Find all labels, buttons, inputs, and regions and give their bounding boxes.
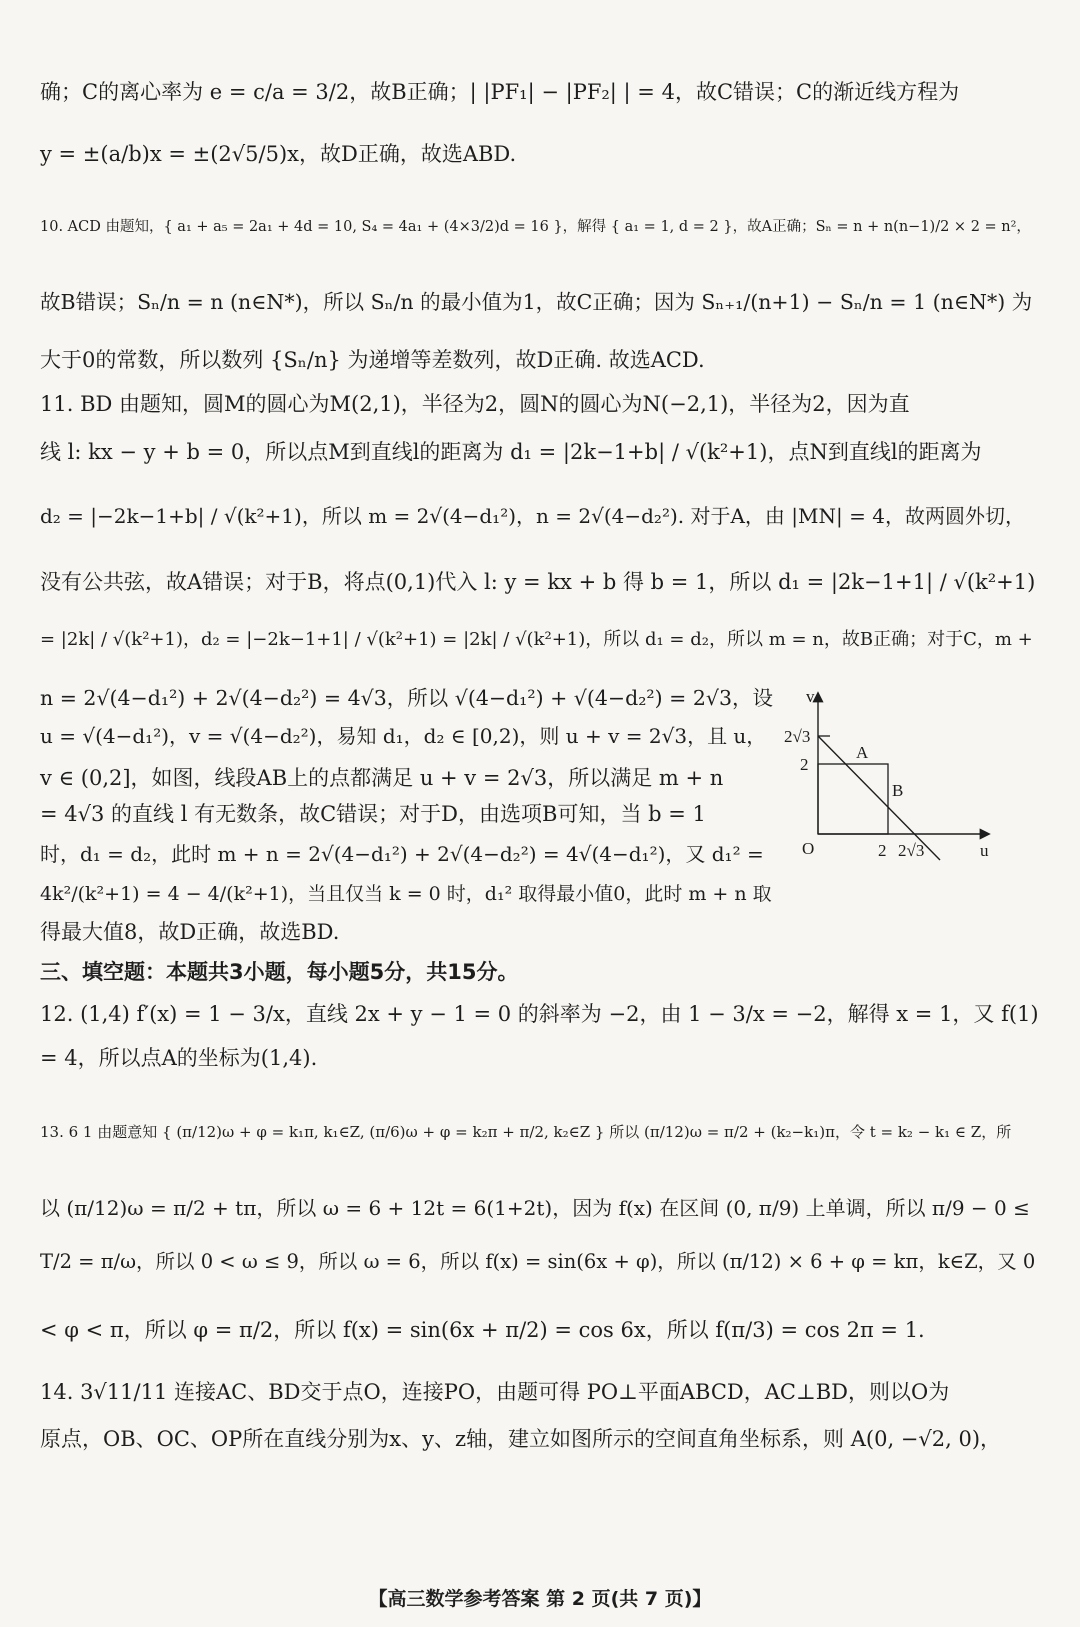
tick-label-u-2: 2 [878,841,887,860]
solution-line: 12. (1,4) f′(x) = 1 − 3/x，直线 2x + y − 1 = 0 的斜率为 −2，由 1 − 3/x = −2，解得 x = 1，又 f(1) [40,1002,1039,1026]
axis-label-u: u [980,841,989,860]
solution-line: 13. 6 1 由题意知 { (π/12)ω + φ = k₁π, k₁∈Z, (π/6)ω + φ = k₂π + π/2, k₂∈Z } 所以 (π/12)ω = π/2 + (k₂−k₁)π，令 t = k₂ − k₁ ∈ Z，所 [40,1123,1012,1141]
solution-line: < φ < π，所以 φ = π/2，所以 f(x) = sin(6x + π/2) = cos 6x，所以 f(π/3) = cos 2π = 1. [40,1318,925,1342]
uv-line-diagram [784,687,1010,890]
solution-line: v ∈ (0,2]，如图，线段AB上的点都满足 u + v = 2√3，所以满足 m + n [40,766,724,790]
solution-line: T/2 = π/ω，所以 0 < ω ≤ 9，所以 ω = 6，所以 f(x) = sin(6x + φ)，所以 (π/12) × 6 + φ = kπ，k∈Z，又 0 [40,1250,1036,1273]
solution-line: = |2k| / √(k²+1)，d₂ = |−2k−1+1| / √(k²+1) = |2k| / √(k²+1)，所以 d₁ = d₂，所以 m = n，故B正确；对于C，m + [40,629,1033,650]
solution-line: 以 (π/12)ω = π/2 + tπ，所以 ω = 6 + 12t = 6(1+2t)，因为 f(x) 在区间 (0, π/9) 上单调，所以 π/9 − 0 ≤ [40,1196,1030,1220]
solution-line: 11. BD 由题知，圆M的圆心为M(2,1)，半径为2，圆N的圆心为N(−2,1)，半径为2，因为直 [40,392,910,416]
page-footer: 【高三数学参考答案 第 2 页(共 7 页)】 [368,1588,712,1610]
solution-line: u = √(4−d₁²)，v = √(4−d₂²)，易知 d₁，d₂ ∈ [0,2)，则 u + v = 2√3，且 u， [40,724,767,748]
solution-line: 4k²/(k²+1) = 4 − 4/(k²+1)，当且仅当 k = 0 时，d₁² 取得最小值0，此时 m + n 取 [40,883,772,905]
solution-line: n = 2√(4−d₁²) + 2√(4−d₂²) = 4√3，所以 √(4−d₁²) + √(4−d₂²) = 2√3，设 [40,686,773,710]
solution-line: 得最大值8，故D正确，故选BD. [40,920,340,944]
square-region [818,764,888,834]
solution-line: = 4，所以点A的坐标为(1,4). [40,1046,318,1070]
solution-line: 时，d₁ = d₂，此时 m + n = 2√(4−d₁²) + 2√(4−d₂²) = 4√(4−d₁²)，又 d₁² = [40,842,764,866]
solution-line: 线 l: kx − y + b = 0，所以点M到直线l的距离为 d₁ = |2k−1+b| / √(k²+1)，点N到直线l的距离为 [40,440,982,464]
solution-line: 14. 3√11/11 连接AC、BD交于点O，连接PO，由题可得 PO⊥平面ABCD，AC⊥BD，则以O为 [40,1380,950,1404]
section-heading: 三、填空题：本题共3小题，每小题5分，共15分。 [40,960,519,984]
origin-label: O [802,839,815,858]
solution-line: y = ±(a/b)x = ±(2√5/5)x，故D正确，故选ABD. [40,142,517,166]
axis-label-v: v [806,687,815,706]
point-a-label: A [856,743,869,762]
tick-label-v-2: 2 [800,755,809,774]
solution-line: 原点，OB、OC、OP所在直线分别为x、y、z轴，建立如图所示的空间直角坐标系，则 A(0, −√2, 0)， [40,1427,1002,1451]
solution-line: d₂ = |−2k−1+b| / √(k²+1)，所以 m = 2√(4−d₁²)，n = 2√(4−d₂²). 对于A，由 |MN| = 4，故两圆外切， [40,504,1025,528]
solution-line: 没有公共弦，故A错误；对于B，将点(0,1)代入 l: y = kx + b 得 b = 1，所以 d₁ = |2k−1+1| / √(k²+1) [40,570,1036,594]
tick-label-u-2sqrt3: 2√3 [898,841,925,860]
point-b-label: B [892,781,904,800]
solution-line: 确；C的离心率为 e = c/a = 3/2，故B正确；| |PF₁| − |PF₂| | = 4，故C错误；C的渐近线方程为 [40,80,960,104]
solution-line: = 4√3 的直线 l 有无数条，故C错误；对于D，由选项B可知，当 b = 1 [40,802,706,826]
tick-label-v-2sqrt3: 2√3 [784,727,811,746]
solution-line: 故B错误；Sₙ/n = n (n∈N*)，所以 Sₙ/n 的最小值为1，故C正确；因为 Sₙ₊₁/(n+1) − Sₙ/n = 1 (n∈N*) 为 [40,290,1033,314]
solution-line: 大于0的常数，所以数列 {Sₙ/n} 为递增等差数列，故D正确. 故选ACD. [40,348,705,372]
solution-line: 10. ACD 由题知，{ a₁ + a₅ = 2a₁ + 4d = 10, S₄ = 4a₁ + (4×3/2)d = 16 }，解得 { a₁ = 1, d = 2 }，故A正确；Sₙ = n + n(n−1)/2 × 2 = n²， [40,219,1031,235]
